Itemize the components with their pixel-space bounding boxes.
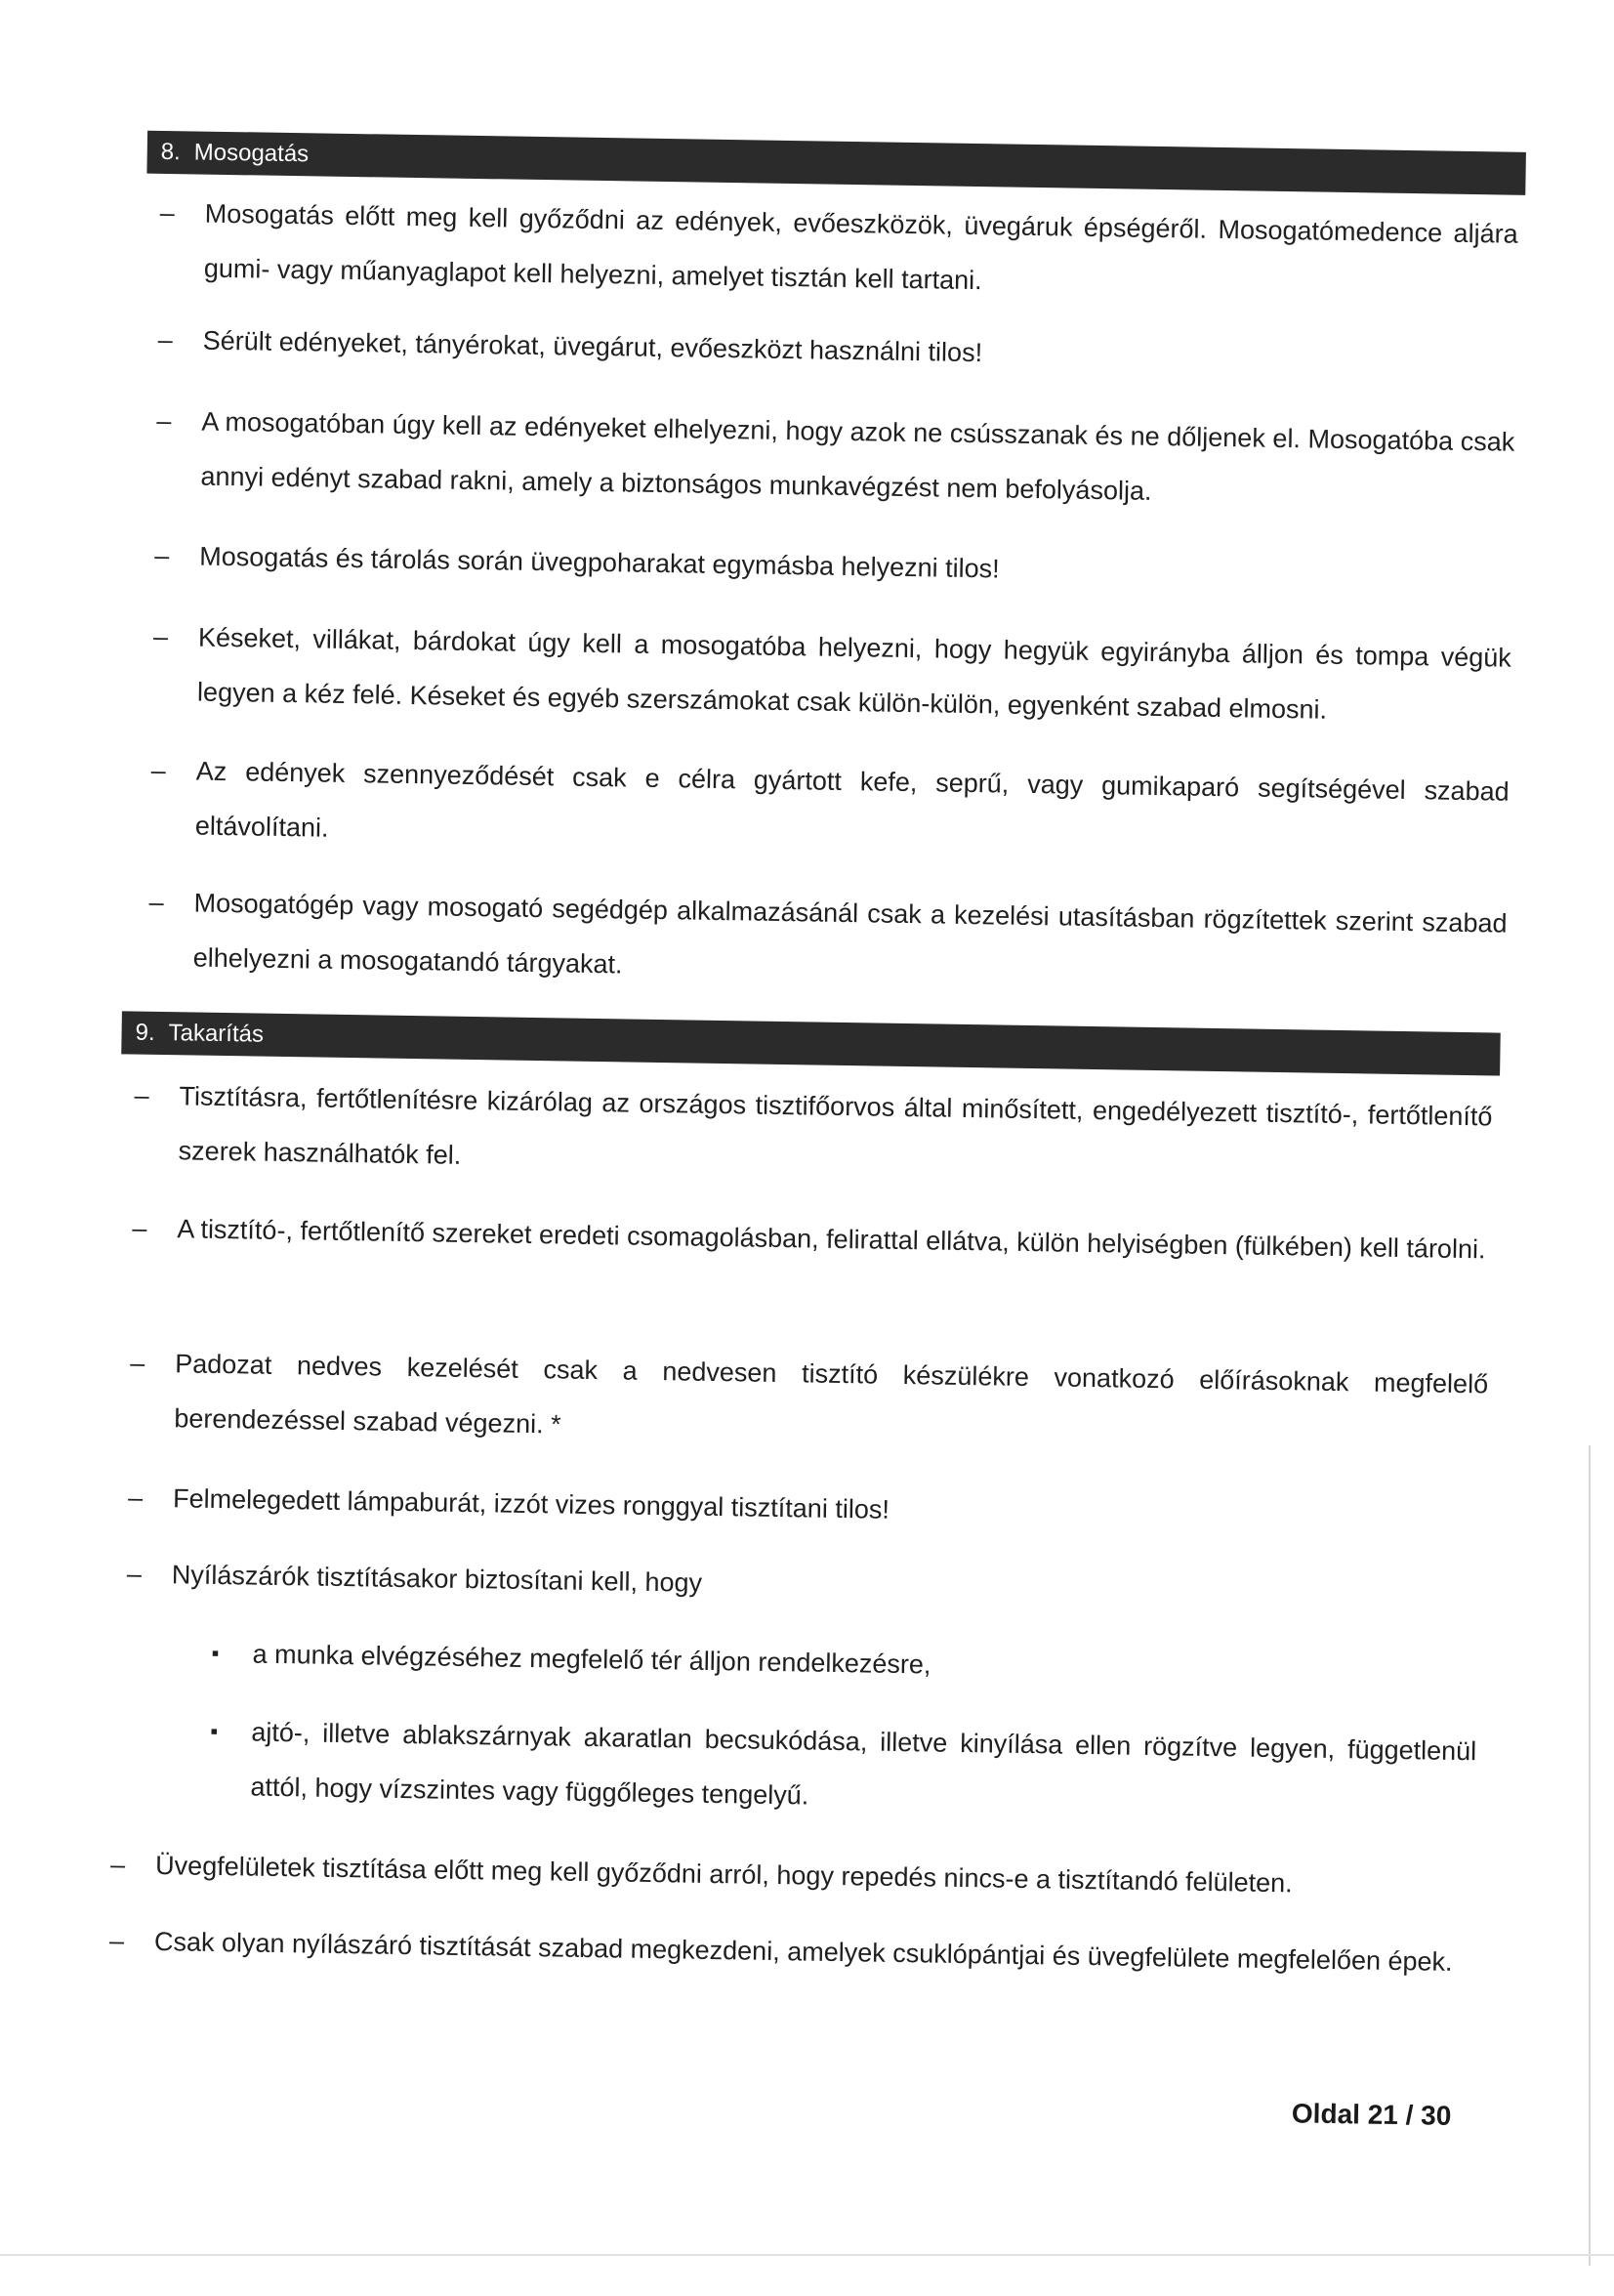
square-bullet: ▪ bbox=[210, 1718, 219, 1744]
section-title: Mosogatás bbox=[193, 139, 310, 168]
list-item bbox=[108, 1914, 1469, 1989]
item-text: A mosogatóban úgy kell az edényeket elhelyezni, hogy azok ne csússzanak és ne dőljenek el. Mosogatóba csak annyi edényt szabad rakni, amely a biztonságos munkavégzést nem befolyásolja. bbox=[200, 406, 1515, 506]
item-text: Késeket, villákat, bárdokat úgy kell a mosogatóba helyezni, hogy hegyük egyirányba álljon és tompa végük legyen a kéz felé. Késeket és egyéb szerszámokat csak külön-külön, egyenként szabad elmosni. bbox=[196, 622, 1512, 725]
dash-bullet: – bbox=[148, 887, 164, 918]
list-item bbox=[127, 1471, 1487, 1546]
item-text: Tisztításra, fertőtlenítésre kizárólag az országos tisztifőorvos által minősített, engedélyezett tisztító-, fertőtlenítő szerek használhatók fel. bbox=[178, 1081, 1493, 1170]
item-text: a munka elvégzéséhez megfelelő tér álljon rendelkezésre, bbox=[252, 1639, 931, 1680]
section-number: 8. bbox=[160, 138, 181, 166]
list-item bbox=[109, 1838, 1481, 1913]
scan-edge-line bbox=[1589, 1445, 1591, 2266]
dash-bullet: – bbox=[127, 1482, 144, 1513]
dash-bullet: – bbox=[126, 1559, 143, 1589]
dash-bullet: – bbox=[150, 755, 167, 786]
item-text: Csak olyan nyílászáró tisztítását szabad megkezdeni, amelyek csuklópántjai és üvegfelülete megfelelően épek. bbox=[153, 1927, 1453, 1977]
page-number: Oldal 21 / 30 bbox=[1291, 2098, 1452, 2131]
dash-bullet: – bbox=[152, 621, 169, 652]
dash-bullet: – bbox=[108, 1926, 125, 1956]
item-text: Felmelegedett lámpaburát, izzót vizes ronggyal tisztítani tilos! bbox=[172, 1483, 890, 1524]
dash-bullet: – bbox=[130, 1348, 145, 1378]
list-item bbox=[156, 395, 1515, 524]
dash-bullet: – bbox=[134, 1080, 149, 1110]
item-text: A tisztító-, fertőtlenítő szereket eredeti csomagolásban, felirattal ellátva, külön helyiségben (fülkében) kell tárolni. bbox=[177, 1214, 1486, 1265]
list-item bbox=[154, 529, 1513, 605]
sub-list-item bbox=[211, 1627, 1478, 1701]
section-9-header bbox=[121, 1011, 1501, 1075]
item-text: Üvegfelületek tisztítása előtt meg kell győződni arról, hogy repedés nincs-e a tisztítandó felületen. bbox=[154, 1851, 1293, 1899]
dash-bullet: – bbox=[156, 405, 172, 437]
item-text: Padozat nedves kezelését csak a nedvesen tisztító készülékre vonatkozó előírásoknak megfelelő berendezéssel szabad végezni. * bbox=[174, 1349, 1489, 1440]
list-item bbox=[132, 1201, 1491, 1276]
list-item bbox=[148, 876, 1508, 1006]
item-text: Mosogatás előtt meg kell győződni az edények, evőeszközök, üvegáruk épségéről. Mosogatómedence aljára gumi- vagy műanyaglapot kell helyezni, amelyet tisztán kell tartani. bbox=[203, 198, 1518, 296]
item-text: ajtó-, illetve ablakszárnyak akaratlan becsukódása, illetve kinyílása ellen rögzítve legyen, függetlenül attól, hogy vízszintes vagy függőleges tengelyű. bbox=[250, 1717, 1477, 1811]
dash-bullet: – bbox=[157, 324, 174, 355]
section-title: Takarítás bbox=[168, 1020, 265, 1048]
section-number: 9. bbox=[135, 1019, 155, 1046]
item-text: Mosogatás és tárolás során üvegpoharakat egymásba helyezni tilos! bbox=[199, 541, 1000, 584]
list-item bbox=[134, 1068, 1493, 1198]
item-text: Mosogatógép vagy mosogató segédgép alkalmazásánál csak a kezelési utasításban rögzítettek szerint szabad elhelyezni a mosogatandó tárgyakat. bbox=[192, 888, 1508, 980]
list-item bbox=[130, 1336, 1489, 1466]
section-8-header bbox=[146, 131, 1526, 195]
list-item bbox=[126, 1547, 1485, 1622]
dash-bullet: – bbox=[154, 540, 170, 571]
dash-bullet: – bbox=[132, 1213, 147, 1243]
sub-list-item bbox=[210, 1705, 1477, 1834]
list-item bbox=[150, 744, 1510, 874]
dash-bullet: – bbox=[159, 197, 176, 229]
scan-bottom-line bbox=[0, 2254, 1614, 2256]
dash-bullet: – bbox=[109, 1850, 126, 1880]
list-item bbox=[152, 610, 1512, 740]
item-text: Nyílászárók tisztításakor biztosítani kell, hogy bbox=[171, 1560, 703, 1598]
list-item bbox=[157, 313, 1516, 389]
item-text: Az edények szennyeződését csak e célra gyártott kefe, seprű, vagy gumikaparó segítségével szabad eltávolítani. bbox=[194, 756, 1510, 843]
item-text: Sérült edényeket, tányérokat, üvegárut, evőeszközt használni tilos! bbox=[202, 325, 983, 368]
list-item bbox=[159, 187, 1518, 316]
square-bullet: ▪ bbox=[211, 1640, 220, 1666]
